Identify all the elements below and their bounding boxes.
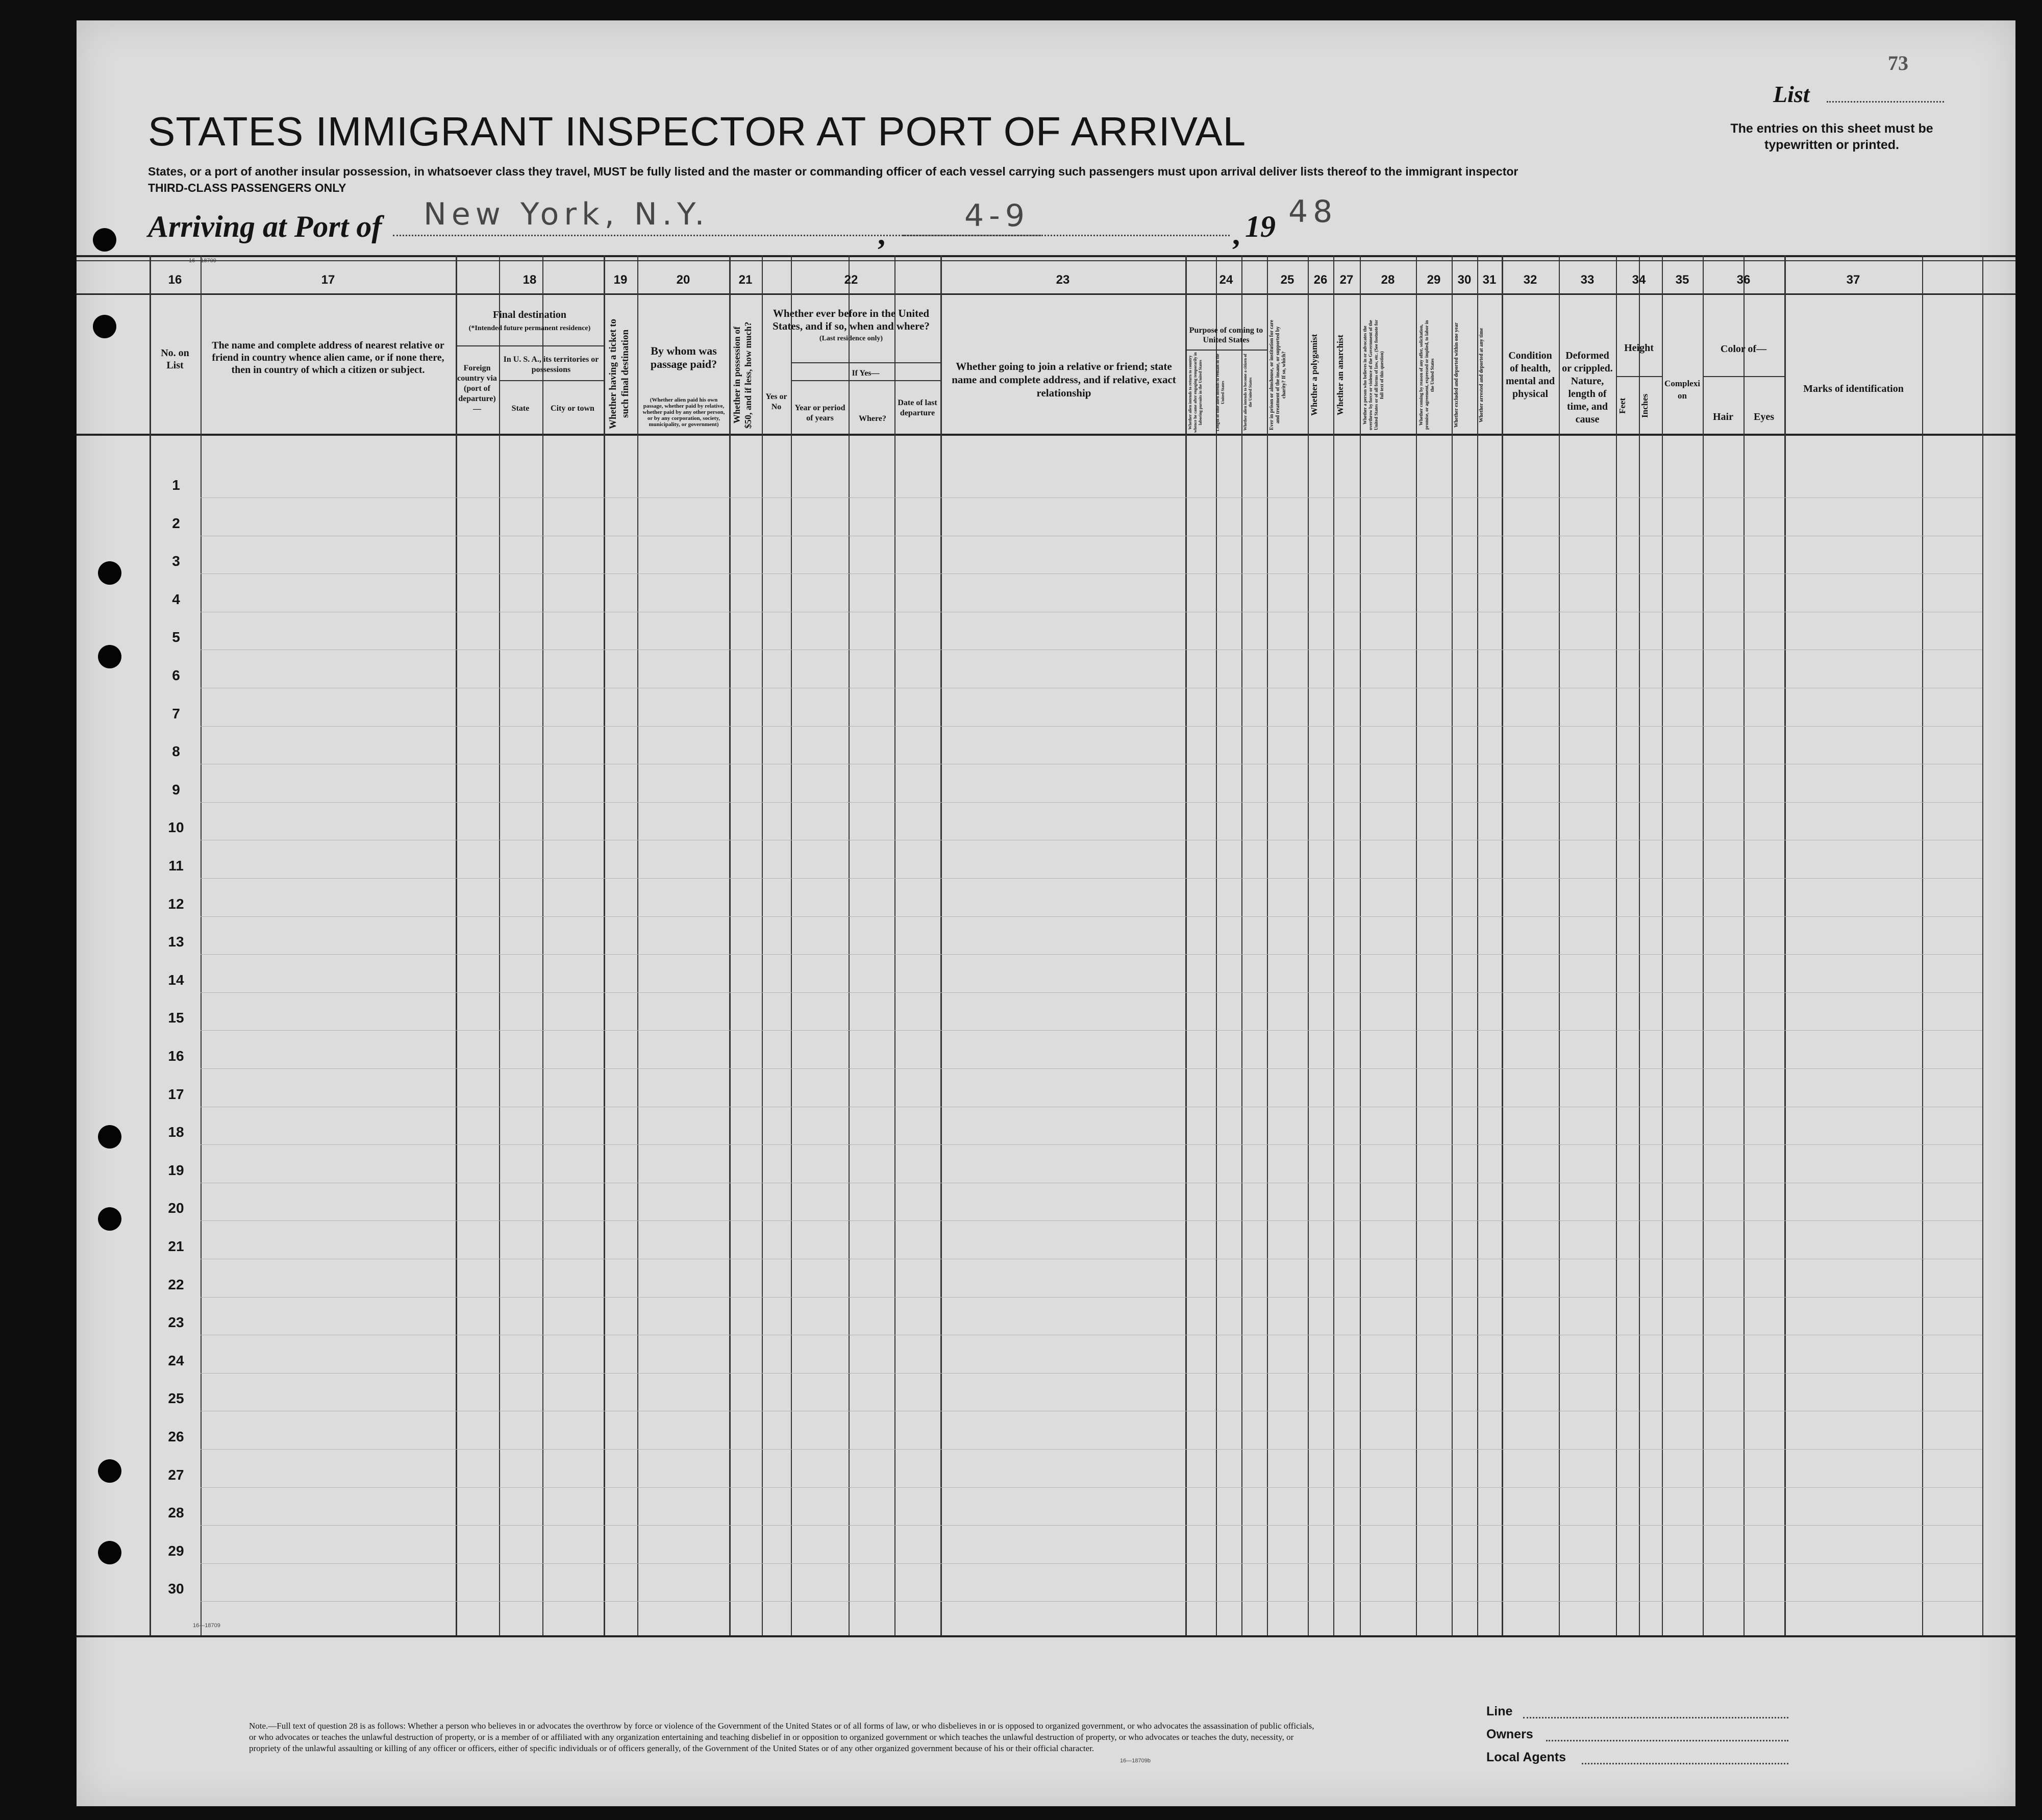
column-line [762, 255, 763, 1635]
comma-separator-2: , [1232, 217, 1240, 251]
punch-hole [98, 1125, 121, 1149]
punch-hole [98, 1541, 121, 1564]
row-line [201, 1068, 1982, 1069]
header-polygamist: Whether a polygamist [1309, 334, 1319, 416]
header-ever-before-note: (Last residence only) [819, 335, 883, 342]
row-number: 11 [168, 858, 184, 874]
header-possession-50: Whether in possession of $50, and if less, how much? [732, 321, 753, 429]
col-num-17: 17 [321, 273, 335, 287]
column-line [1452, 255, 1453, 1635]
col-num-19: 19 [613, 273, 628, 287]
header-divider-36 [1703, 376, 1784, 377]
row-line [201, 1297, 1982, 1298]
col-num-28: 28 [1381, 273, 1395, 287]
row-line [201, 954, 1982, 955]
header-city: City or town [551, 404, 594, 413]
header-divider-34 [1616, 376, 1662, 377]
header-date-departure: Date of last departure [898, 398, 937, 417]
header-divider-18b [499, 380, 604, 381]
header-if-yes: If Yes— [852, 369, 880, 378]
row-number: 12 [168, 895, 184, 912]
row-number: 21 [168, 1238, 184, 1254]
column-line [1616, 255, 1617, 1635]
header-final-destination: Final destination [493, 309, 566, 320]
column-line [201, 255, 202, 1635]
punch-hole [98, 561, 121, 585]
col-num-32: 32 [1523, 273, 1537, 287]
row-number: 27 [168, 1466, 184, 1483]
row-line [201, 916, 1982, 917]
row-line [201, 1601, 1982, 1602]
column-line [542, 255, 543, 1635]
header-hair: Hair [1713, 411, 1733, 422]
header-excluded: Whether excluded and deported within one year [1454, 322, 1459, 428]
footnote-q28: Note.—Full text of question 28 is as follows: Whether a person who believes in or advocates the overthrow by force or violence of the Government of the United States or of all forms of law, or who disbelieves in or is opposed to organized government, or who advocates the assassination of public officials, or who advocates or teaches the unlawful destruction of property, or is a member of or affiliated with any organization entertaining and teaching disbelief in or opposition to organized government or which teaches the unlawful destruction of property, or who advocates or teaches the duty, necessity, or propriety of the unlawful assaulting or killing of any officer or officers, either of specific individuals or of officers generally, of the Government of the United States or of any other organized government because of his or their official character. [249, 1721, 1314, 1753]
row-line [201, 726, 1982, 727]
header-divider-22b [791, 380, 940, 381]
manifest-sheet [77, 20, 2015, 1806]
header-in-usa: In U. S. A., its territories or possessions [503, 355, 599, 374]
punch-hole [98, 645, 121, 668]
col-num-23: 23 [1056, 273, 1070, 287]
column-line [1185, 255, 1187, 1635]
header-purpose-citizen: Whether alien intends to become a citizen of the United States [1243, 354, 1253, 431]
punch-hole [98, 1207, 121, 1231]
header-passage-note: (Whether alien paid his own passage, whether paid by relative, whether paid by any other person, or by any corporation, society, municipality, or government) [642, 397, 725, 428]
header-color-of: Color of— [1720, 343, 1767, 355]
column-line [1559, 255, 1560, 1635]
row-line [201, 1220, 1982, 1221]
col-num-20: 20 [676, 273, 690, 287]
passenger-class: THIRD-CLASS PASSENGERS ONLY [148, 181, 346, 194]
row-line [201, 1030, 1982, 1031]
date-field[interactable] [903, 235, 1230, 236]
column-line [729, 255, 731, 1635]
row-number: 18 [168, 1124, 184, 1140]
column-line [1982, 255, 1983, 1635]
col-num-27: 27 [1339, 273, 1354, 287]
row-number: 16 [168, 1048, 184, 1064]
row-number: 22 [168, 1276, 184, 1292]
header-divider-18 [456, 345, 604, 346]
header-rule-top [77, 255, 2015, 257]
row-number: 23 [168, 1314, 184, 1331]
row-number: 26 [168, 1429, 184, 1444]
row-number: 30 [168, 1581, 184, 1597]
row-line [201, 1563, 1982, 1564]
column-line [1267, 255, 1268, 1635]
column-line [1477, 255, 1478, 1635]
row-number: 9 [172, 781, 180, 797]
column-line [1662, 255, 1663, 1635]
arriving-label: Arriving at Port of [148, 210, 382, 243]
header-offer-labor: Whether coming by reason of any offer, solicitation, promise, or agreement, expressed or implied, to labor in the United States [1418, 320, 1435, 430]
row-line [201, 1449, 1982, 1450]
row-number: 10 [168, 819, 184, 836]
list-number-field[interactable] [1827, 101, 1944, 103]
footer-line-label: Line [1486, 1704, 1513, 1718]
header-rule-bottom [77, 434, 2015, 436]
year-handwritten: 48 [1288, 194, 1338, 230]
column-line [1416, 255, 1417, 1635]
column-line [499, 255, 500, 1635]
header-year-period: Year or period of years [794, 404, 845, 422]
header-purpose: Purpose of coming to United States [1189, 326, 1263, 344]
form-code-top: 16—18709 [189, 258, 216, 264]
row-number: 1 [172, 477, 180, 493]
header-health: Condition of health, mental and physical [1505, 350, 1555, 400]
column-line [637, 255, 638, 1635]
column-line [1784, 255, 1786, 1635]
header-foreign-country: Foreign country via (port of departure)— [457, 364, 497, 413]
col-num-22: 22 [844, 273, 858, 287]
column-line [791, 255, 792, 1635]
footer-owners-field[interactable] [1546, 1740, 1788, 1741]
row-number: 28 [168, 1505, 184, 1521]
punch-hole [98, 1459, 121, 1483]
row-line [201, 1487, 1982, 1488]
column-line [456, 255, 457, 1635]
header-rule-top-2 [77, 260, 2015, 261]
col-num-33: 33 [1580, 273, 1595, 287]
col-num-29: 29 [1427, 273, 1441, 287]
column-line [1639, 255, 1640, 1635]
row-number: 13 [168, 934, 184, 950]
year-prefix: 19 [1245, 210, 1276, 243]
column-line [849, 255, 850, 1635]
column-line [604, 255, 605, 1635]
row-number: 17 [168, 1086, 184, 1102]
row-number: 15 [168, 1010, 184, 1026]
row-number: 24 [168, 1352, 184, 1368]
col-num-25: 25 [1280, 273, 1294, 287]
header-state: State [511, 404, 530, 413]
header-divider-22 [791, 362, 940, 363]
header-anarchist: Whether an anarchist [1335, 334, 1345, 416]
punch-hole [93, 315, 116, 338]
form-code-bottom: 16—18709 [193, 1623, 220, 1629]
header-deformed: Deformed or crippled. Nature, length of time, and cause [1562, 350, 1613, 425]
header-where: Where? [859, 414, 886, 423]
row-number: 29 [168, 1542, 184, 1559]
column-line [1703, 255, 1704, 1635]
row-number: 20 [168, 1200, 184, 1216]
header-overthrow: Whether a person who believes in or advocates the overthrow by force or violence of the Government of the United States or of all forms of law, etc. (See footnote for full text of this question) [1362, 319, 1384, 431]
column-line [1241, 255, 1242, 1635]
row-number: 4 [172, 591, 180, 607]
port-handwritten: New York, N.Y. [424, 196, 710, 232]
column-line [1360, 255, 1361, 1635]
header-ticket: Whether having a ticket to such final destination [608, 318, 631, 429]
header-complexion: Complexion [1664, 379, 1700, 401]
row-line [201, 1144, 1982, 1145]
header-height: Height [1624, 342, 1654, 354]
header-arrested: Whether arrested and deported at any time [1479, 328, 1484, 422]
instructions [148, 163, 1518, 196]
header-nearest-relative: The name and complete address of nearest relative or friend in country whence alien came, or if none there, then in country of which a citizen or subject. [212, 340, 444, 376]
column-line [1744, 255, 1745, 1635]
header-feet: Feet [1617, 397, 1627, 414]
column-line [940, 255, 942, 1635]
typewritten-note: The entries on this sheet must be typewritten or printed. [1730, 121, 1933, 152]
row-number: 6 [172, 667, 180, 683]
header-no-on-list: No. on List [161, 347, 189, 371]
row-number: 7 [172, 705, 180, 721]
row-line [201, 1525, 1982, 1526]
header-ever-before: Whether ever before in the United States, and if so, when and where? [773, 307, 930, 332]
header-purpose-length: Length of time alien intends to remain in the United States [1215, 354, 1225, 431]
header-final-destination-note: (*Intended future permanent residence) [468, 325, 591, 332]
column-line [1308, 255, 1309, 1635]
footer-line-field[interactable] [1523, 1717, 1788, 1718]
col-num-34: 34 [1632, 273, 1646, 287]
colnum-rule [77, 293, 2015, 295]
column-line [1216, 255, 1217, 1635]
row-line [201, 1373, 1982, 1374]
comma-separator: , [878, 217, 885, 251]
col-num-18: 18 [522, 273, 537, 287]
column-line [1333, 255, 1334, 1635]
col-num-31: 31 [1482, 273, 1497, 287]
column-line [1502, 255, 1503, 1635]
row-number: 2 [172, 515, 180, 531]
header-purpose-return: Whether alien intends to return to country whence he came after engaging temporarily in laboring pursuits in the United States [1188, 352, 1203, 433]
header-prison: Ever in prison or almshouse, or institution for care and treatment of the insane, or supported by charity? If so, which? [1269, 319, 1287, 431]
column-line [1922, 255, 1923, 1635]
column-line [150, 255, 151, 1635]
punch-hole [93, 228, 116, 252]
form-code-note: 16—18709b [1120, 1758, 1151, 1764]
footer-agents-field[interactable] [1582, 1763, 1788, 1764]
footer-agents-label: Local Agents [1486, 1750, 1566, 1764]
col-num-35: 35 [1675, 273, 1689, 287]
row-number: 25 [168, 1390, 184, 1407]
col-num-24: 24 [1219, 273, 1233, 287]
row-line [201, 992, 1982, 993]
row-line [201, 802, 1982, 803]
list-label: List [1773, 81, 1810, 107]
row-number: 8 [172, 743, 180, 760]
table-rule-bottom [77, 1635, 2015, 1637]
col-num-36: 36 [1736, 273, 1751, 287]
header-eyes: Eyes [1754, 411, 1774, 422]
date-handwritten: 4-9 [964, 198, 1030, 234]
row-number: 5 [172, 629, 180, 645]
col-num-21: 21 [738, 273, 753, 287]
header-marks: Marks of identification [1803, 383, 1904, 394]
col-num-37: 37 [1846, 273, 1860, 287]
row-number: 19 [168, 1162, 184, 1178]
header-passage-paid: By whom was passage paid? [650, 344, 717, 370]
col-num-16: 16 [168, 273, 182, 287]
footer-owners-label: Owners [1486, 1727, 1533, 1741]
column-line [894, 255, 895, 1635]
row-number: 14 [168, 971, 184, 988]
col-num-30: 30 [1457, 273, 1472, 287]
header-yes-or-no: Yes or No [765, 392, 787, 411]
row-line [201, 497, 1982, 498]
header-join-relative: Whether going to join a relative or friend; state name and complete address, and if relative, exact relationship [952, 360, 1176, 399]
row-number: 3 [172, 553, 180, 569]
page-number: 73 [1888, 52, 1908, 74]
instructions-line: States, or a port of another insular possession, in whatsoever class they travel, MUST be fully listed and the master or commanding officer of each vessel carrying such passengers must upon arrival deliver lists thereof to the immigrant inspector [148, 165, 1518, 178]
page-title: STATES IMMIGRANT INSPECTOR AT PORT OF ARRIVAL [148, 109, 1247, 154]
row-line [201, 878, 1982, 879]
header-inches: Inches [1640, 393, 1650, 418]
col-num-26: 26 [1313, 273, 1328, 287]
header-divider-24 [1185, 350, 1267, 351]
